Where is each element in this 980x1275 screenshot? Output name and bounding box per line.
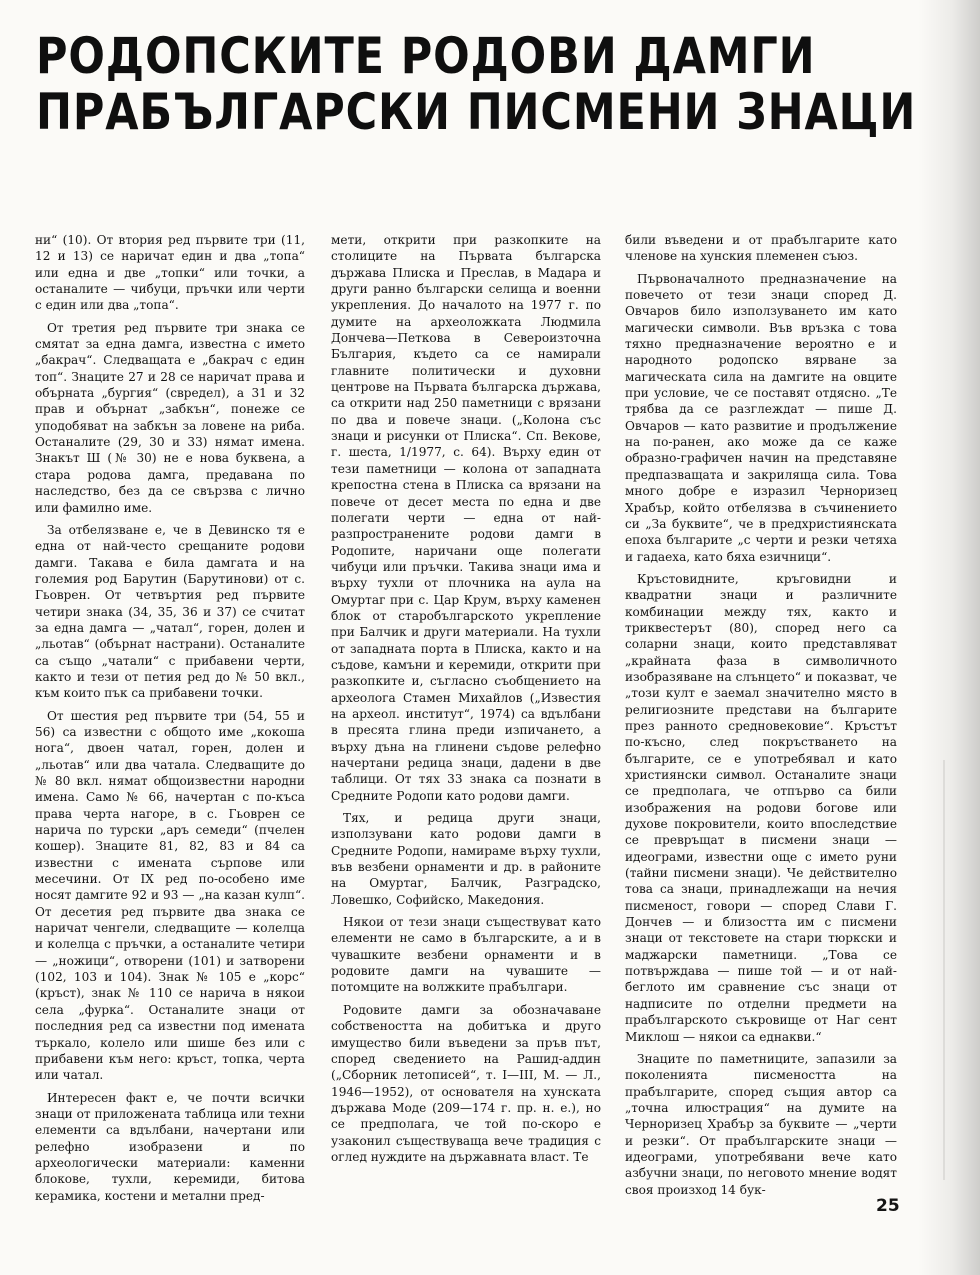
page-number: 25	[876, 1196, 900, 1216]
paragraph: Някои от тези знаци съществуват като елементи не само в българските, а и в чувашките везбени орнаменти и в родовите дамги на чувашите — потомците на волжките прабългари.	[331, 915, 601, 995]
paragraph: ни“ (10). От втория ред първите три (11, 12 и 13) се наричат един и два „топа“ или една и две „топки“ или точки, а останалите — чибуци, пръчки или черти с един или два „топа“.	[35, 233, 305, 313]
paragraph: Родовите дамги за обозначаване собствеността на добитъка и друго имущество били въведени за пръв път, според сведението на Рашид-аддин („Сборник летописей“, т. I—III, М. — Л., 1946—1952), от основателя на хунската държава Моде (209—174 г. пр. н. е.), но се предполага, че той по-скоро е узаконил съществуваща вече традиция с оглед нуждите на държавната власт. Те	[331, 1002, 601, 1164]
text-column-1	[35, 232, 305, 1222]
paragraph: мети, открити при разкопките на столиците на Първата българска държава Плиска и Преслав, в Мадара и други ранно български селища и военни укрепления. До началото на 1977 г. по думите на археоложката Людмила Дончева—Петкова в Североизточна България, където са се намирали главните политически и духовни центрове на Първата българска държава, са открити над 250 паметници с врязани по два и повече знаци. („Колона със знаци и рисунки от Плиска“. Сп. Векове, г. шеста, 1/1977, с. 64). Върху един от тези паметници — колона от западната крепостна стена в Плиска са врязани на повече от десет места по една и две полегати черти — една от най-разпространените родови дамги в Родопите, наричани още полегати чибуци или пръчки. Такива знаци има и върху тухли от плочника на аула на Омуртаг при с. Цар Крум, върху каменен блок от старобългарското укрепление при Балчик и други материали. На тухли от западната порта в Плиска, както и на съдове, камъни и керемиди, открити при разкопките и, съгласно съобщението на археолога Стамен Михайлов („Известия на археол. институт“, 1974) са вдълбани в пресята глина преди изпичането, а върху дъна на глинени съдове релефно начертани редица знаци, дадени в две таблици. От тях 33 знака са познати в Средните Родопи като родови дамги.	[331, 233, 601, 803]
title-line-1: РОДОПСКИТЕ РОДОВИ ДАМГИ	[36, 27, 816, 85]
title-line-2: ПРАБЪЛГАРСКИ ПИСМЕНИ ЗНАЦИ	[36, 83, 917, 141]
paragraph: Кръстовидните, кръговидни и квадратни знаци и различните комбинации между тях, както и триквестерът (80), според него са соларни знаци, които представляват „крайната фаза в символичното изобразяване на слънцето“ и показват, че „този култ е заемал значително място в религиозните представи на българите през ранното средновековие“. Кръстът по-късно, след покръстването на българите, се е употребявал и като християнски символ. Останалите знаци се предполага, че отпърво са били изображения на родови богове или духове покровители, които впоследствие се превръщат в писмени знаци — идеограми, известни още с името руни (тайни писмени знаци). Че действително това са знаци, принадлежащи на нечия писменост, говори — според Слави Г. Дончев — и близостта им с писмени знаци от текстовете на стари тюркски и маджарски паметници. „Това се потвърждава — пише той — и от най-беглото им сравнение със знаци от надписите по отделни предмети на прабългарското съкровище от Наг сент Миклош — някои са еднакви.“	[625, 571, 897, 1044]
text-column-2	[331, 232, 601, 1222]
text-column-3	[625, 232, 897, 1222]
paragraph: Тях, и редица други знаци, използувани като родови дамги в Средните Родопи, намираме върху тухли, във везбени орнаменти и др. в районите на Омуртаг, Балчик, Разградско, Ловешко, Софийско, Македония.	[331, 811, 601, 907]
page-edge-line	[943, 760, 945, 1180]
paragraph: Първоначалното предназначение на повечето от тези знаци според Д. Овчаров било използуването им като магически символи. Във връзка с това тяхно предназначение вероятно е и народното родопско вярване за магическата сила на дамгите на овците при условие, че се поставят отдясно. „Те трябва да се разглеждат — пише Д. Овчаров — като развитие и продължение на по-ранен, ако може да се каже образно-графичен начин на представяне предпазващата и закриляща сила. Това много добре е изразил Черноризец Храбър, който отбелязва в съчинението си „За буквите“, че в предхристиянската епоха българите „с черти и резки четяха и гадаеха, като бяха езичници“.	[625, 271, 897, 564]
paragraph: От третия ред първите три знака се смятат за една дамга, известна с името „бакрач“. Следващата е „бакрач с един топ“. Знаците 27 и 28 се наричат права и обърната „бургия“ (свредел), а 31 и 32 прав и обърнат „забкън“, понеже се уподобяват на забкън за ловене на риба. Останалите (29, 30 и 33) нямат имена. Знакът Ш (№ 30) не е нова буквена, а стара родова дамга, предавана по наследство, без да се свързва с лично или фамилно име.	[35, 320, 305, 515]
page-edge-shadow	[918, 0, 980, 1275]
paragraph: Интересен факт е, че почти всички знаци от приложената таблица или техни елементи са вдълбани, начертани или релефно изобразени и по археологически материали: каменни блокове, тухли, керемиди, битова керамика, костени и метални пред-	[35, 1090, 305, 1203]
paragraph: За отбелязване е, че в Девинско тя е една от най-често срещаните родови дамги. Такава е била дамгата и на големия род Барутин (Барутинови) от с. Гьоврен. От четвъртия ред първите четири знака (34, 35, 36 и 37) се считат за една дамга — „чатал“, горен, долен и „льотав“ (обърнат настрани). Останалите са също „чатали“ с прибавени черти, както и тези от петия ред до № 50 вкл., към които пък са прибавени точки.	[35, 522, 305, 701]
paragraph: От шестия ред първите три (54, 55 и 56) са известни с общото име „кокоша нога“, двоен чатал, горен, долен и „льотав“ или два чатала. Следващите до № 80 вкл. нямат общоизвестни народни имена. Само № 66, начертан с по-къса права черта нагоре, в с. Гьоврен се нарича по турски „аръ семеди“ (пчелен кошер). Знаците 81, 82, 83 и 84 са известни с имената сърпове или месечини. От IX ред по-особено име носят дамгите 92 и 93 — „на казан кулп“. От десетия ред първите два знака се наричат ченгели, следващите — колелца и колелца с пръчки, а останалите четири — „ножици“, отворени (101) и затворени (102, 103 и 104). Знак № 105 е „корс“ (кръст), знак № 110 се нарича в някои села „фурка“. Останалите знаци от последния ред са известни под имената търкало, колело или шише без или с прибавени към него: кръст, топка, черта или чатал.	[35, 708, 305, 1083]
article-title	[36, 27, 917, 141]
paragraph: били въведени и от прабългарите като членове на хунския племенен съюз.	[625, 233, 897, 264]
paragraph: Знаците по паметниците, запазили за поколенията писмеността на прабългарите, според същия автор са „точна илюстрация“ на думите на Черноризец Храбър за буквите — „черти и резки“. От прабългарските знаци — идеограми, употребявани вече като азбучни знаци, по неговото мнение водят своя произход 14 бук-	[625, 1051, 897, 1197]
